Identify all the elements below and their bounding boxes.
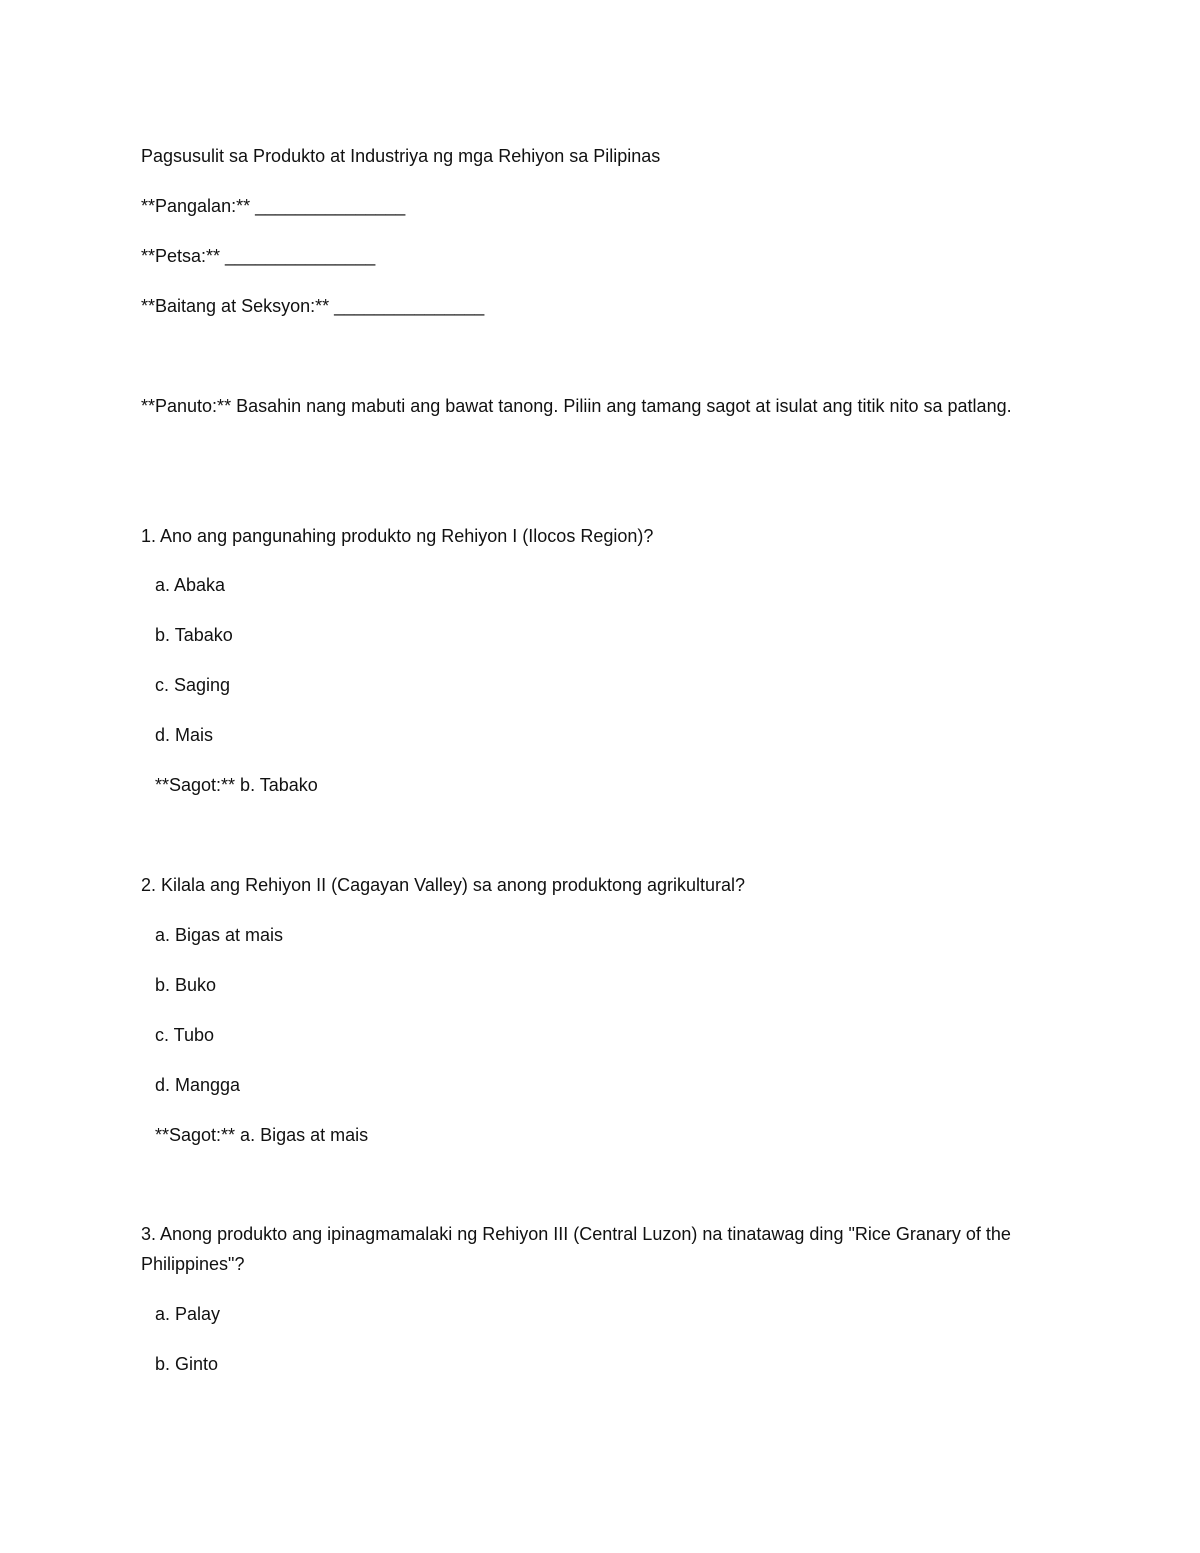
choice-a: a. Abaka <box>155 575 226 595</box>
question-text: 1. Ano ang pangunahing produkto ng Rehiyon I (Ilocos Region)? <box>141 526 654 546</box>
choice-d: d. Mangga <box>155 1075 241 1095</box>
name-field: **Pangalan:** _______________ <box>141 196 406 216</box>
document-title: Pagsusulit sa Produkto at Industriya ng mga Rehiyon sa Pilipinas <box>141 146 661 166</box>
answer: **Sagot:** a. Bigas at mais <box>155 1125 369 1145</box>
grade-section-field: **Baitang at Seksyon:** _______________ <box>141 296 485 316</box>
choice-d: d. Mais <box>155 725 214 745</box>
answer: **Sagot:** b. Tabako <box>155 775 318 795</box>
choice-c: c. Tubo <box>155 1025 215 1045</box>
instructions: **Panuto:** Basahin nang mabuti ang bawat tanong. Piliin ang tamang sagot at isulat ang titik nito sa patlang. <box>141 396 1012 416</box>
question-text: 2. Kilala ang Rehiyon II (Cagayan Valley) sa anong produktong agrikultural? <box>141 875 746 895</box>
choice-a: a. Bigas at mais <box>155 925 284 945</box>
choice-a: a. Palay <box>155 1304 221 1324</box>
choice-b: b. Tabako <box>155 625 233 645</box>
choice-b: b. Buko <box>155 975 217 995</box>
choice-b: b. Ginto <box>155 1354 219 1374</box>
question-text: 3. Anong produkto ang ipinagmamalaki ng Rehiyon III (Central Luzon) na tinatawag ding "Rice Granary of the Philippines"? <box>141 1224 1011 1274</box>
date-field: **Petsa:** _______________ <box>141 246 376 266</box>
choice-c: c. Saging <box>155 675 231 695</box>
